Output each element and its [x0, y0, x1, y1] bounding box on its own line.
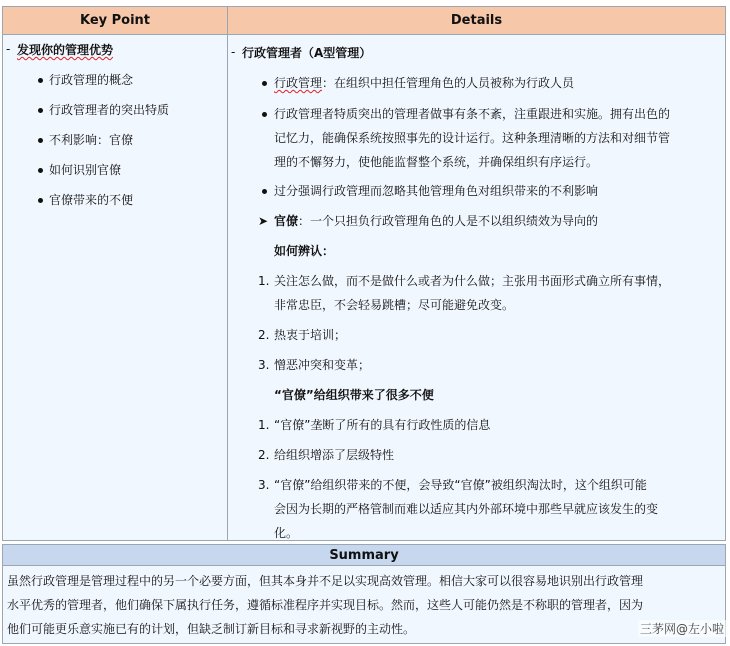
arrow-bullet-icon: ➤ — [258, 214, 269, 228]
summary-line: 他们可能更乐意实施已有的计划，但缺乏制订新目标和寻求新视野的主动性。 — [7, 622, 416, 636]
list-item-line: “官僚”垄断了所有的具有行政性质的信息 — [274, 418, 491, 432]
detail-bullet-1 — [274, 76, 574, 90]
list-number: 3. — [258, 478, 270, 492]
detail-bullet-3: 过分强调行政管理而忽略其他管理角色对组织带来的不利影响 — [274, 184, 599, 198]
admin-term: 行政管理 — [274, 76, 323, 90]
admin-definition: ：在组织中担任管理角色的人员被称为行政人员 — [322, 76, 575, 90]
left-heading: 发现你的管理优势 — [17, 43, 114, 57]
summary-header: Summary — [2, 544, 726, 566]
bullet-dot — [38, 78, 43, 83]
identify-heading: 如何辨认： — [274, 244, 335, 258]
list-item-line: 热衷于培训； — [274, 328, 347, 342]
list-item-line: 关注怎么做，而不是做什么或者为什么做；主张用书面形式确立所有事情， — [274, 274, 671, 288]
list-item-line: “官僚”给组织带来的不便，会导致“官僚”被组织淘汰时，这个组织可能 — [274, 478, 647, 492]
bureaucrat-term: 官僚 — [274, 214, 299, 228]
header-key-point: Key Point — [3, 7, 228, 35]
list-number: 1. — [258, 418, 270, 432]
left-bullet: 官僚带来的不便 — [49, 193, 134, 207]
bullet-dot — [262, 112, 267, 117]
list-item-line: 会因为长期的严格管制而难以适应其内外部环境中那些早就应该发生的变 — [274, 502, 659, 516]
list-number: 2. — [258, 328, 270, 342]
bullet-dot — [262, 81, 267, 86]
list-number: 2. — [258, 448, 270, 462]
bullet-dot — [38, 108, 43, 113]
right-heading: 行政管理者（A型管理） — [242, 46, 372, 60]
left-bullet: 如何识别官僚 — [49, 163, 122, 177]
bullet-dot — [262, 189, 267, 194]
document-sheet — [2, 0, 726, 644]
details-column — [228, 35, 725, 540]
list-number: 1. — [258, 274, 270, 288]
detail-bullet-2-line: 行政管理者特质突出的管理者做事有条不紊，注重跟进和实施。拥有出色的 — [274, 107, 671, 121]
list-item-line: 化。 — [274, 526, 299, 540]
key-point-table — [2, 6, 726, 541]
bureaucrat-definition: ：一个只担负行政管理角色的人是不以组织绩效为导向的 — [298, 214, 599, 228]
key-point-column — [3, 35, 228, 540]
left-bullet: 行政管理者的突出特质 — [49, 103, 170, 117]
left-bullet: 不利影响：官僚 — [49, 133, 134, 147]
detail-bullet-2-line: 理的不懈努力，使他能监督整个系统，并确保组织有序运行。 — [274, 155, 599, 169]
summary-body — [2, 566, 726, 644]
left-bullet: 行政管理的概念 — [49, 73, 134, 87]
inconvenience-heading: “官僚”给组织带来了很多不便 — [274, 388, 434, 402]
bullet-dot — [38, 168, 43, 173]
summary-line: 虽然行政管理是管理过程中的另一个必要方面，但其本身并不足以实现高效管理。相信大家可以很容易地识别出行政管理 — [7, 574, 644, 588]
dash-marker: - — [6, 42, 11, 56]
list-item-line: 憎恶冲突和变革； — [274, 358, 371, 372]
header-details: Details — [228, 7, 725, 35]
list-item-line: 非常忠臣，不会轻易跳槽；尽可能避免改变。 — [274, 298, 515, 312]
dash-marker: - — [231, 45, 236, 59]
summary-line: 水平优秀的管理者，他们确保下属执行任务，遵循标准程序并实现目标。然而，这些人可能仍然是不称职的管理者，因为 — [7, 598, 644, 612]
list-number: 3. — [258, 358, 270, 372]
detail-bullet-2-line: 记忆力，能确保系统按照事先的设计运行。这种条理清晰的方法和对细节管 — [274, 131, 671, 145]
bullet-dot — [38, 198, 43, 203]
bullet-dot — [38, 138, 43, 143]
watermark: 三茅网@左小啦 — [639, 622, 724, 636]
bureaucrat-line — [274, 214, 598, 228]
list-item-line: 给组织增添了层级特性 — [274, 448, 395, 462]
